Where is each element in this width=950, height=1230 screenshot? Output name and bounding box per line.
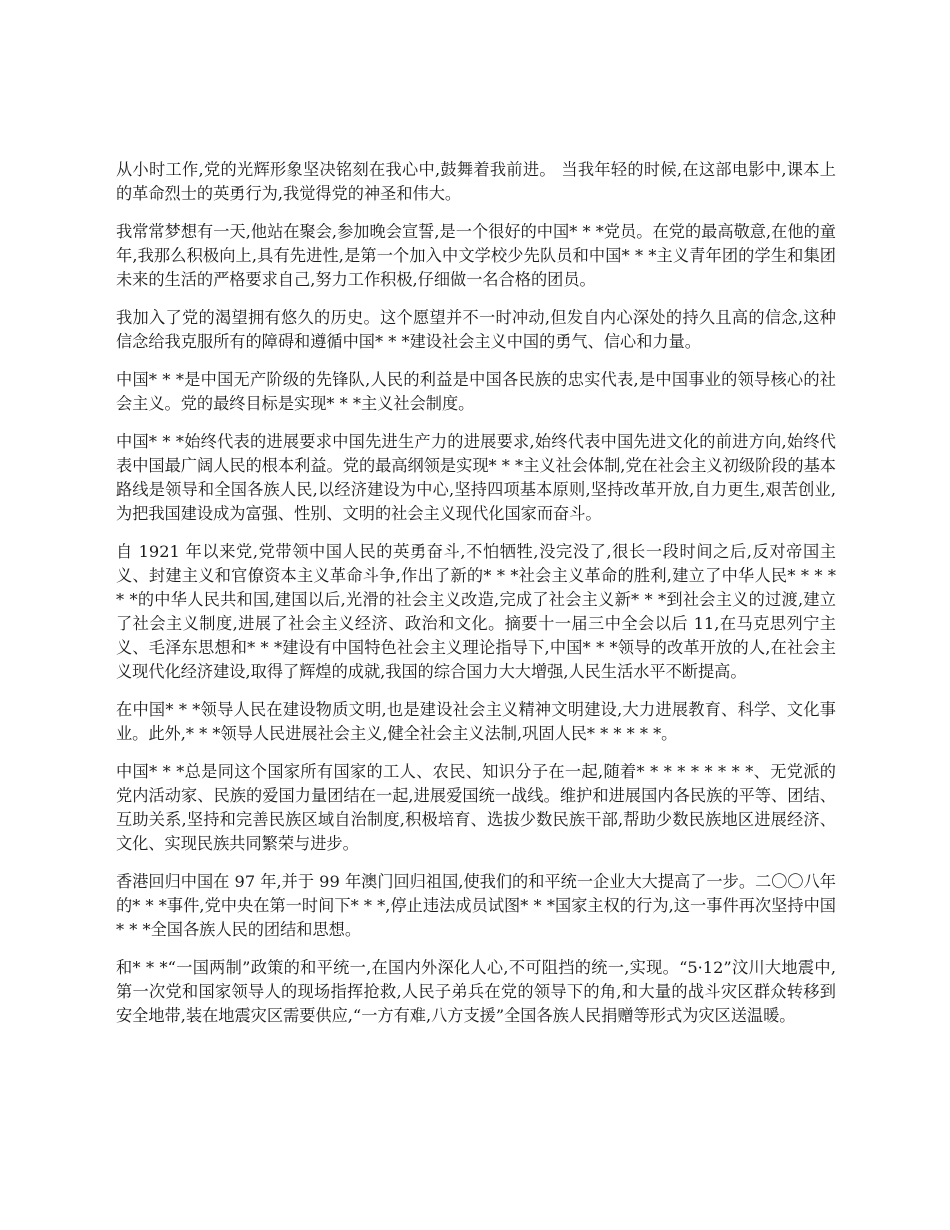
paragraph-1: 从小时工作,党的光辉形象坚决铭刻在我心中,鼓舞着我前进。 当我年轻的时候,在这部电影中,课本上的革命烈士的英勇行为,我觉得党的神圣和伟大。 <box>116 160 836 203</box>
paragraph-9: 香港回归中国在 97 年,并于 99 年澳门回归祖国,使我们的和平统一企业大大提高了一步。二〇〇八年的* * *事件,党中央在第一时间下* * *,停止违法成员试图* * *国家主权的行为,这一事件再次坚持中国* * *全国各族人民的团结和思想。 <box>116 872 836 939</box>
paragraph-5: 中国* * *始终代表的进展要求中国先进生产力的进展要求,始终代表中国先进文化的前进方向,始终代表中国最广阔人民的根本利益。党的最高纲领是实现* * *主义社会体制,党在社会主义初级阶段的基本路线是领导和全国各族人民,以经济建设为中心,坚持四项基本原则,坚持改革开放,自力更生,艰苦创业,为把我国建设成为富强、性别、文明的社会主义现代化国家而奋斗。 <box>116 432 836 523</box>
paragraph-4: 中国* * *是中国无产阶级的先锋队,人民的利益是中国各民族的忠实代表,是中国事业的领导核心的社会主义。党的最终目标是实现* * *主义社会制度。 <box>116 370 836 413</box>
paragraph-8: 中国* * *总是同这个国家所有国家的工人、农民、知识分子在一起,随着* * * * * * * * *、无党派的党内活动家、民族的爱国力量团结在一起,进展爱国统一战线。维护和进展国内各民族的平等、团结、互助关系,坚持和完善民族区域自治制度,积极培育、选拔少数民族干部,帮助少数民族地区进展经济、文化、实现民族共同繁荣与进步。 <box>116 762 836 853</box>
paragraph-3: 我加入了党的渴望拥有悠久的历史。这个愿望并不一时冲动,但发自内心深处的持久且高的信念,这种信念给我克服所有的障碍和遵循中国* * *建设社会主义中国的勇气、信心和力量。 <box>116 308 836 351</box>
paragraph-10: 和* * *“一国两制”政策的和平统一,在国内外深化人心,不可阻挡的统一,实现。“5·12”汶川大地震中,第一次党和国家领导人的现场指挥抢救,人民子弟兵在党的领导下的角,和大量的战斗灾区群众转移到安全地带,装在地震灾区需要供应,“一方有难,八方支援”全国各族人民捐赠等形式为灾区送温暖。 <box>116 958 836 1025</box>
paragraph-7: 在中国* * *领导人民在建设物质文明,也是建设社会主义精神文明建设,大力进展教育、科学、文化事业。此外,* * *领导人民进展社会主义,健全社会主义法制,巩固人民* * * * * *。 <box>116 700 836 743</box>
paragraph-6: 自 1921 年以来党,党带领中国人民的英勇奋斗,不怕牺牲,没完没了,很长一段时间之后,反对帝国主义、封建主义和官僚资本主义革命斗争,作出了新的* * *社会主义革命的胜利,建立了中华人民* * * * * *的中华人民共和国,建国以后,光滑的社会主义改造,完成了社会主义新* * *到社会主义的过渡,建立了社会主义制度,进展了社会主义经济、政治和文化。摘要十一届三中全会以后 11,在马克思列宁主义、毛泽东思想和* * *建设有中国特色社会主义理论指导下,中国* * *领导的改革开放的人,在社会主义现代化经济建设,取得了辉煌的成就,我国的综合国力大大增强,人民生活水平不断提高。 <box>116 542 836 681</box>
document-body <box>116 158 836 1042</box>
paragraph-2: 我常常梦想有一天,他站在聚会,参加晚会宣誓,是一个很好的中国* * *党员。在党的最高敬意,在他的童年,我那么积极向上,具有先进性,是第一个加入中文学校少先队员和中国* * *主义青年团的学生和集团未来的生活的严格要求自己,努力工作积极,仔细做一名合格的团员。 <box>116 222 836 289</box>
